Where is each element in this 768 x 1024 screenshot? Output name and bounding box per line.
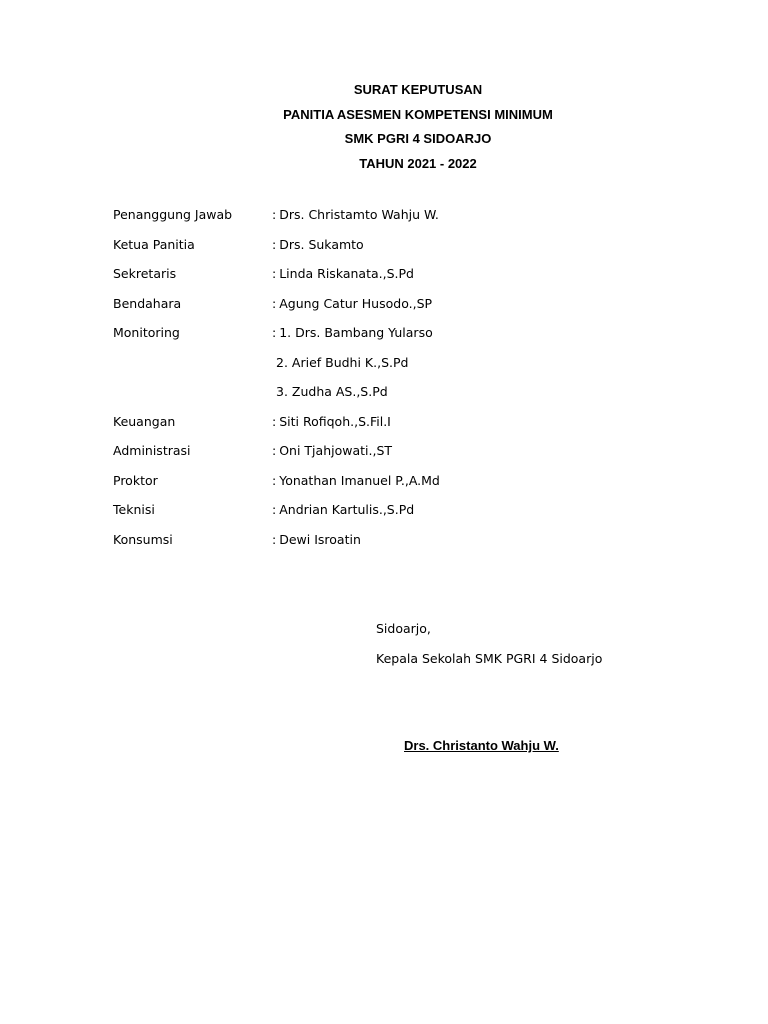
title-line-school: SMK PGRI 4 SIDOARJO [344, 131, 492, 146]
member-name: Dewi Isroatin [279, 531, 361, 547]
member-name: Drs. Christamto Wahju W. [279, 207, 439, 222]
member-name: Drs. Sukamto [279, 236, 364, 252]
document-title [0, 78, 768, 176]
role-label: Penanggung Jawab [113, 207, 233, 222]
role-label: Administrasi [113, 443, 191, 458]
roster-row [113, 318, 440, 348]
member-name: 1. Drs. Bambang Yularso [279, 325, 433, 340]
separator: : [272, 472, 277, 488]
member-name: Oni Tjahjowati.,ST [279, 443, 393, 458]
member-name: 2. Arief Budhi K.,S.Pd [276, 354, 409, 370]
role-label: Konsumsi [113, 531, 173, 547]
title-line-committee: PANITIA ASESMEN KOMPETENSI MINIMUM [283, 106, 553, 122]
signatory-name: Drs. Christanto Wahju W. [404, 738, 559, 753]
role-label: Ketua Panitia [113, 236, 195, 252]
roster-row [113, 230, 440, 260]
closing-block [376, 614, 602, 673]
member-name: Linda Riskanata.,S.Pd [279, 266, 414, 281]
roster-row [113, 436, 440, 466]
separator: : [272, 443, 277, 458]
title-line-year: TAHUN 2021 - 2022 [359, 155, 477, 171]
role-label: Keuangan [113, 413, 176, 429]
separator: : [272, 413, 277, 429]
separator: : [272, 502, 277, 517]
role-label: Monitoring [113, 325, 180, 340]
member-name: Siti Rofiqoh.,S.Fil.I [279, 413, 391, 429]
role-label: Teknisi [113, 502, 155, 517]
separator: : [272, 531, 277, 547]
roster-row-continued [113, 377, 440, 407]
roster-row [113, 466, 440, 496]
separator: : [272, 266, 277, 281]
closing-place: Sidoarjo, [376, 621, 431, 636]
role-label: Bendahara [113, 295, 182, 311]
separator: : [272, 325, 277, 340]
separator: : [272, 236, 277, 252]
title-line-decree: SURAT KEPUTUSAN [353, 82, 483, 97]
role-label: Proktor [113, 472, 158, 488]
separator: : [272, 207, 277, 222]
committee-roster [113, 200, 440, 554]
closing-position: Kepala Sekolah SMK PGRI 4 Sidoarjo [376, 650, 603, 666]
roster-row [113, 259, 440, 289]
separator: : [272, 295, 277, 311]
member-name: Yonathan Imanuel P.,A.Md [279, 472, 440, 488]
member-name: Agung Catur Husodo.,SP [279, 295, 433, 311]
member-name: 3. Zudha AS.,S.Pd [276, 384, 388, 399]
roster-row [113, 407, 440, 437]
roster-row [113, 289, 440, 319]
member-name: Andrian Kartulis.,S.Pd [279, 502, 415, 517]
roster-row-continued [113, 348, 440, 378]
roster-row [113, 525, 440, 555]
roster-row [113, 200, 440, 230]
roster-row [113, 495, 440, 525]
role-label: Sekretaris [113, 266, 177, 281]
